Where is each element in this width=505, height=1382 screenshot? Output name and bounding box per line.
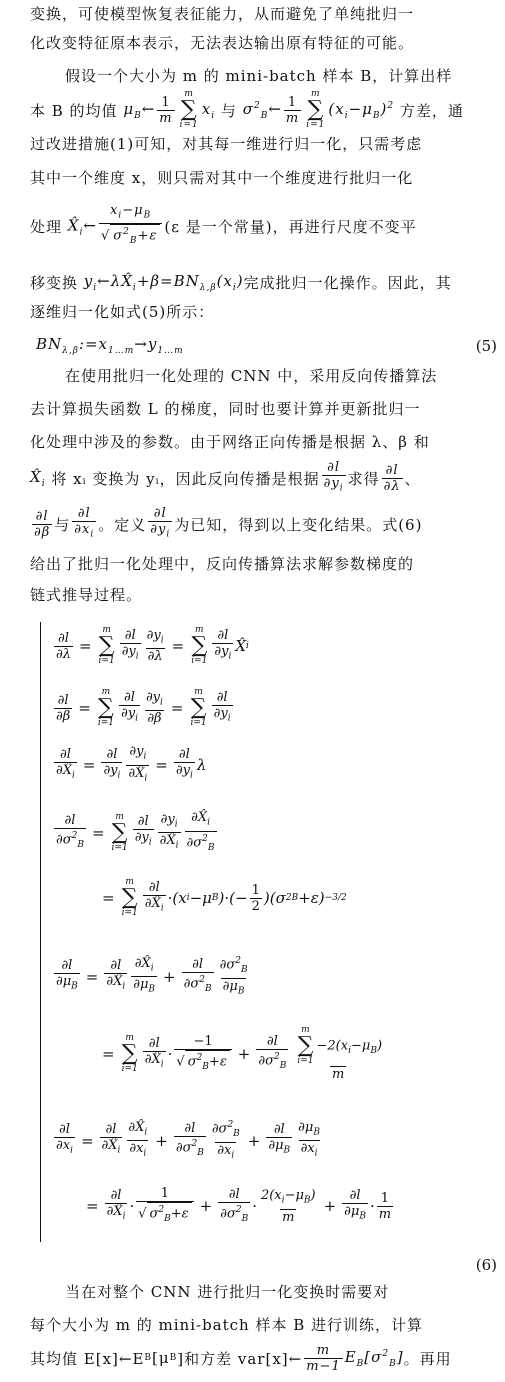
text-fragment: 求得 <box>347 469 380 488</box>
equation-number: (6) <box>475 1256 497 1274</box>
equation-6-block <box>30 618 500 1248</box>
eq5-formula: $BN_{\lambda,\beta}:=x_{1\dots m}\to y_{1\dots m}$ <box>36 334 184 356</box>
mean-formula: $\mu_B\leftarrow$ $\frac{1}{m}$ m ∑ i=1 $x_i$ <box>117 89 216 130</box>
scale-shift-line <box>30 268 497 296</box>
eq-row-x-1: $\frac{\partial l}{\partial x_i}$ = $\frac{\partial l}{\partial X̂_i}$ $\frac{\partial X̂_i}{\partial x_i}$ + $\frac{\partial l}{\partial\sigma^2_B}$ $\frac{\partial\sigma^2_B}{\partial x_i}$ + $\frac{\partial l}{\partial\mu_B}$ $\frac{\partial\mu_B}{\partial x_i}$ <box>52 1118 324 1164</box>
definition-line <box>30 504 497 544</box>
eq-row-lambda: $\frac{\partial l}{\partial\lambda}$ = m ∑ i=1 $\frac{\partial l}{\partial y_i}$ $\frac{\partial y_i}{\partial\lambda}$ = m ∑ i=1 $\frac{\partial l}{\partial y_i}$ X̂ i <box>56 625 249 666</box>
text-line: 给出了批归一化处理中，反向传播算法求解参数梯度的 <box>30 555 415 573</box>
text-fragment: 完成批归一化操作。因此，其 <box>243 273 452 292</box>
text-fragment: 。定义 <box>98 515 147 534</box>
text-line: 过改进措施(1)可知，对其每一维进行归一化，只需考虑 <box>30 135 423 153</box>
eq-row-sigma-2: = m ∑ i=1 $\frac{\partial l}{\partial X̂_i}$ ·(x i −μ B )·(− $\frac{1}{2}$ )(σ 2 B +ε) −3/2 <box>102 877 347 918</box>
text-line: 其中一个维度 x，则只需对其中一个维度进行批归一化 <box>30 169 414 187</box>
mean-variance-line <box>30 90 497 130</box>
m-over-m-minus-1: $\frac{m}{m-1}$ <box>306 1342 341 1374</box>
text-fragment: 移变换 <box>30 273 79 292</box>
text-fragment: ]和方差 var[x]← <box>177 1349 303 1368</box>
text-line: 链式推导过程。 <box>30 586 143 604</box>
expectation-variance: $E_B[\sigma^2_B]$ <box>344 1347 404 1369</box>
dl-dy-fraction: $\frac{\partial l}{\partial y_i}$ <box>322 460 346 497</box>
eq-row-x-2: = $\frac{\partial l}{\partial X̂_i}$ · $\frac{1}{√ \sigma^2_B+\varepsilon}$ + $\frac{\partial l}{\partial\sigma^2_B}$ · $\frac{2(x_i-\mu_B)}{m}$ + $\frac{\partial l}{\partial\mu_B}$ · $\frac{1}{m}$ <box>82 1186 395 1227</box>
text-fragment: [μ <box>152 1349 170 1367</box>
text-fragment: 处理 <box>30 217 63 236</box>
text-line: 变换，可使模型恢复表征能力，从而避免了单纯批归一 <box>30 5 415 23</box>
expectation-line: 其均值 E[x]←E B [μ B ]和方差 var[x]← $\frac{m}{m-1}$ $E_B[\sigma^2_B]$ 。再用 <box>30 1342 452 1374</box>
text-line: 在使用批归一化处理的 CNN 中，采用反向传播算法 <box>65 367 438 385</box>
text-line: 当在对整个 CNN 进行批归一化变换时需要对 <box>65 1283 390 1301</box>
text-fragment: 为已知，得到以上变化结果。式(6) <box>174 515 423 534</box>
text-line: 化改变特征原本表示，无法表达输出原有特征的可能。 <box>30 34 415 52</box>
dl-dlambda-fraction: $\frac{\partial l}{\partial\lambda}$ <box>383 462 401 494</box>
text-fragment: 其均值 E[x]←E <box>30 1349 145 1368</box>
text-line: 每个大小为 m 的 mini-batch 样本 B 进行训练，计算 <box>30 1316 424 1334</box>
eq-row-mu-1: $\frac{\partial l}{\partial\mu_B}$ = $\frac{\partial l}{\partial X̂_i}$ $\frac{\partial X̂_i}{\partial\mu_B}$ + $\frac{\partial l}{\partial\sigma^2_B}$ $\frac{\partial\sigma^2_B}{\partial\mu_B}$ <box>52 954 252 1000</box>
text-fragment: 与 <box>220 101 237 120</box>
equation-5 <box>30 332 497 358</box>
text-fragment: 方差，通 <box>399 101 464 120</box>
text-line: 假设一个大小为 m 的 mini-batch 样本 B，计算出样 <box>65 67 453 85</box>
backprop-line: $X̂_i$ 将 xᵢ 变换为 yᵢ，因此反向传播是根据 $\frac{\partial l}{\partial y_i}$ 求得 $\frac{\partial l}{\partial\lambda}$ 、 <box>30 458 497 498</box>
equation-number: (5) <box>475 337 497 355</box>
xhat-symbol: $X̂_i$ <box>30 467 46 489</box>
eq-row-beta: $\frac{\partial l}{\partial\beta}$ = m ∑ i=1 $\frac{\partial l}{\partial y_i}$ $\frac{\partial y_i}{\partial\beta}$ = m ∑ i=1 $\frac{\partial l}{\partial y_i}$ <box>56 687 231 728</box>
dl-dx-fraction: $\frac{\partial l}{\partial x_i}$ <box>72 506 96 543</box>
variance-formula: $\sigma^2_B\leftarrow$ $\frac{1}{m}$ m ∑ i=1 $(x_i-\mu_B)^2$ <box>236 89 395 130</box>
scale-shift-formula: $y_i\leftarrow\lambda X̂_i+\beta=BN_{\lambda,\beta}(x_i)$ <box>78 271 244 293</box>
text-line: 逐维归一化如式(5)所示： <box>30 303 215 321</box>
text-fragment: (ε 是一个常量)，再进行尺度不变平 <box>164 217 417 236</box>
text-fragment: 与 <box>54 515 71 534</box>
text-fragment: 。再用 <box>403 1349 452 1368</box>
normalize-line <box>30 200 497 252</box>
left-brace <box>40 622 47 1242</box>
text-line: 化处理中涉及的参数。由于网络正向传播是根据 λ、β 和 <box>30 433 430 451</box>
text-line: 去计算损失函数 L 的梯度，同时也要计算并更新批归一 <box>30 400 421 418</box>
dl-dbeta-fraction: $\frac{\partial l}{\partial\beta}$ <box>34 508 51 540</box>
text-fragment: 本 B 的均值 <box>30 101 118 120</box>
eq-row-mu-2: = m ∑ i=1 $\frac{\partial l}{\partial X̂_i}$ · $\frac{-1}{√ \sigma^2_B+\varepsilon}$ + $\frac{\partial l}{\partial\sigma^2_B}$ m ∑ i=1 $-2(x_i-\mu_B)$ m <box>102 1025 383 1082</box>
eq-row-xhat: $\frac{\partial l}{\partial X̂_i}$ = $\frac{\partial l}{\partial y_i}$ $\frac{\partial y_i}{\partial X̂_i}$ = $\frac{\partial l}{\partial y_i}$ λ <box>52 744 206 786</box>
eq-row-sigma-1: $\frac{\partial l}{\partial\sigma^2_B}$ = m ∑ i=1 $\frac{\partial l}{\partial y_i}$ $\frac{\partial y_i}{\partial X̂_i}$ $\frac{\partial X̂_i}{\partial\sigma^2_B}$ <box>52 810 219 856</box>
normalize-formula: $X̂_i\leftarrow$ $\frac{x_i-\mu_B}{√ \sigma^2_B+\varepsilon}$ <box>62 203 164 250</box>
dl-dy-fraction: $\frac{\partial l}{\partial y_i}$ <box>148 506 172 543</box>
text-fragment: 将 xᵢ 变换为 yᵢ，因此反向传播是根据 <box>51 469 320 488</box>
